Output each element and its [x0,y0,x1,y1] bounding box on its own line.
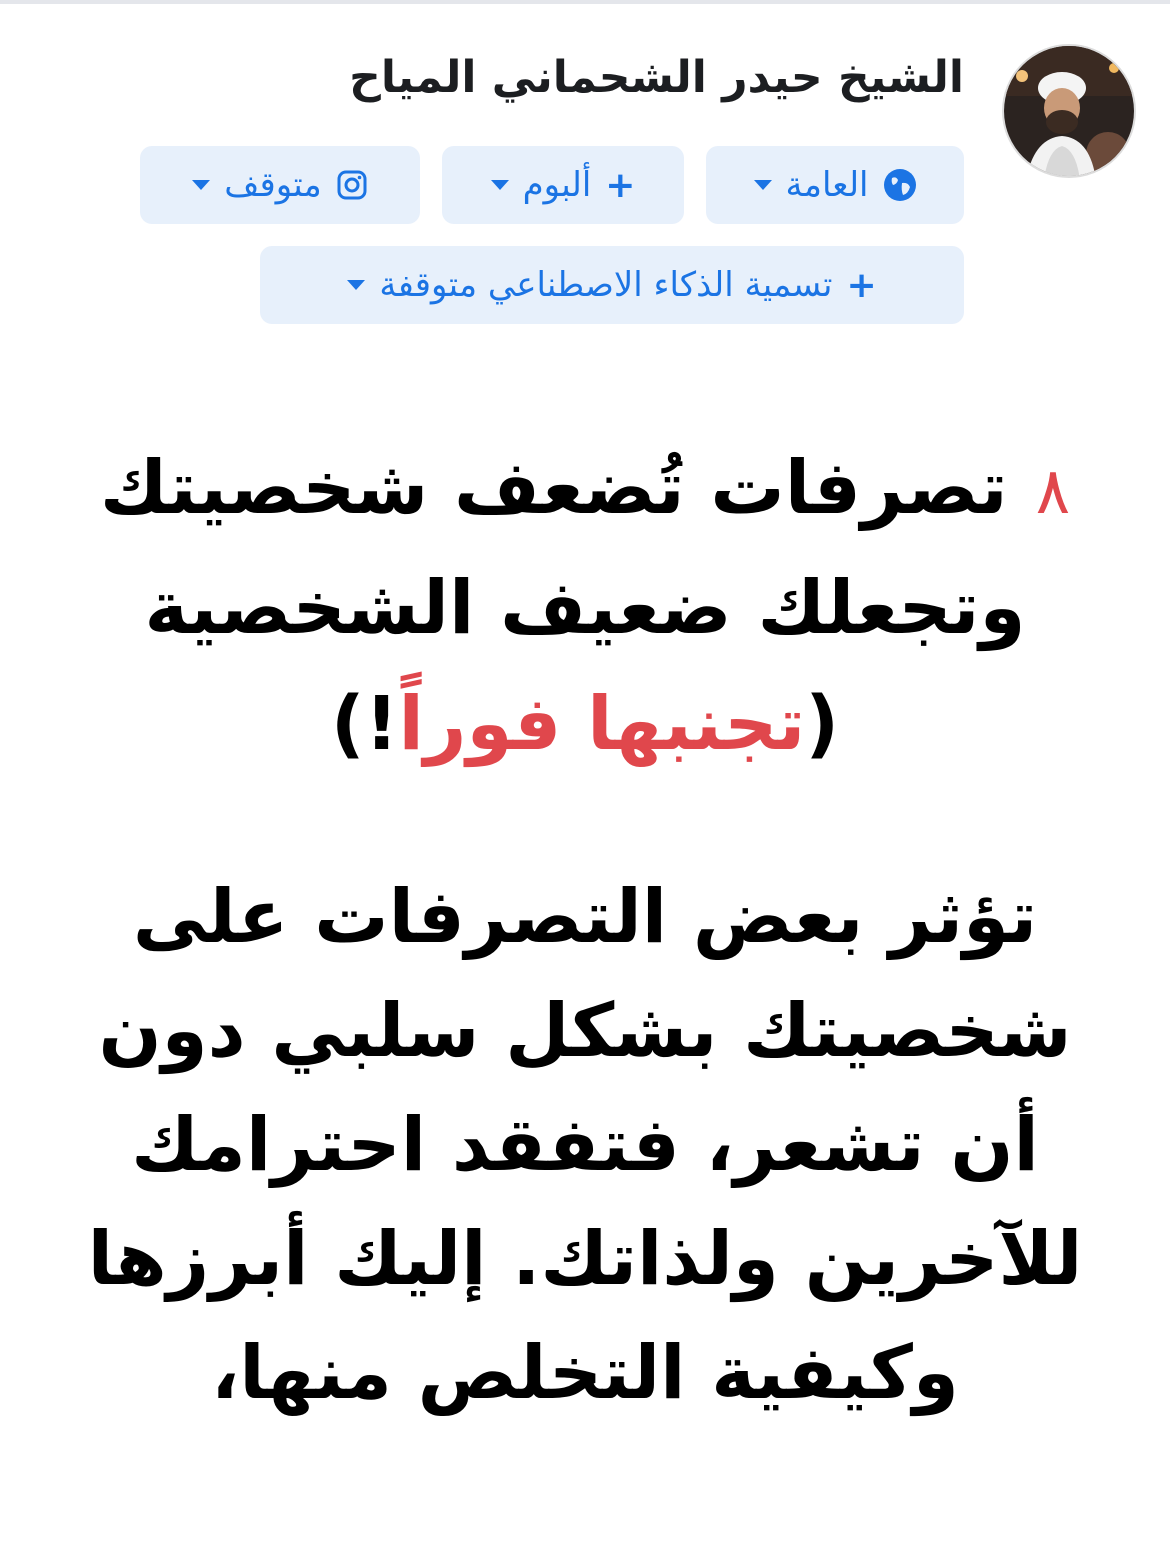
plus-icon: + [605,164,636,206]
post-header [36,40,1136,340]
chevron-down-icon [347,280,365,290]
ai-label-chip-label: تسمية الذكاء الاصطناعي متوقفة [379,265,833,305]
instagram-chip-label: متوقف [224,165,322,205]
instagram-chip[interactable] [140,146,420,224]
audience-chip[interactable] [706,146,964,224]
title-line-1 [0,430,1170,550]
post-title [0,430,1170,782]
plus-icon: + [846,264,877,306]
author-avatar[interactable] [1002,44,1136,178]
chevron-down-icon [754,180,772,190]
title-line-2: وتجعلك ضعيف الشخصية [144,565,1026,651]
title-line-3 [0,666,1170,782]
title-line-1-text: تصرفات تُضعف شخصيتك [99,445,1008,531]
privacy-chips-row [140,146,964,224]
body-line: وكيفية التخلص منها، [211,1330,959,1416]
body-line: أن تشعر، فتفقد احترامك [131,1102,1039,1188]
author-name[interactable]: الشيخ حيدر الشحماني المياح [349,52,964,103]
ai-label-chip[interactable] [260,246,964,324]
globe-icon [883,168,917,202]
body-line: شخصيتك بشكل سلبي دون [98,988,1072,1074]
top-divider [0,0,1170,4]
title-close-paren: !) [330,681,399,767]
post-body [0,860,1170,1430]
post-number: ٨ [1035,455,1071,529]
instagram-icon [336,169,368,201]
title-open-paren: ( [805,681,840,767]
title-highlight: تجنبها فوراً [398,681,806,767]
ai-label-row [260,246,964,324]
album-chip[interactable] [442,146,684,224]
chevron-down-icon [491,180,509,190]
avatar-image [1004,46,1136,178]
chevron-down-icon [192,180,210,190]
audience-chip-label: العامة [785,165,869,205]
body-line: تؤثر بعض التصرفات على [132,874,1038,960]
body-line: للآخرين ولذاتك. إليك أبرزها [87,1216,1083,1302]
album-chip-label: ألبوم [522,165,592,205]
